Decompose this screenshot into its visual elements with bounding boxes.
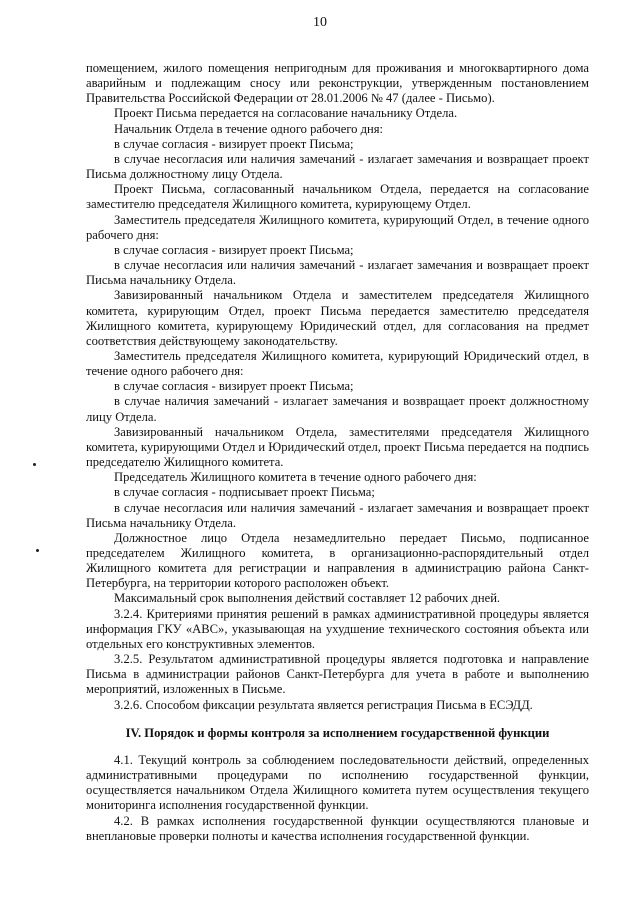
paragraph: 4.2. В рамках исполнения государственной функции осуществляются плановые и внеплановые проверки полноты и качества исполнения государственной функции. <box>86 813 589 843</box>
paragraph: в случае согласия - визирует проект Письма; <box>114 242 354 257</box>
paragraph: в случае согласия - визирует проект Письма; <box>114 379 354 394</box>
paragraph: 3.2.5. Результатом административной процедуры является подготовка и направление Письма в администрации районов Санкт-Петербурга для учета в работе и выполнению мероприятий, изложенных в Письме. <box>86 652 589 697</box>
paragraph: Завизированный начальником Отдела и заместителем председателя Жилищного комитета, курирующим Отдел, проект Письма передается заместителю председателя Жилищного комитета, курирующему Юридический отдел, для согласования на предмет соответствия действующему законодательству. <box>86 288 589 348</box>
paragraph: Максимальный срок выполнения действий составляет 12 рабочих дней. <box>114 591 501 606</box>
paragraph: в случае наличия замечаний - излагает замечания и возвращает проект должностному лицу Отдела. <box>86 394 589 424</box>
paragraph: Заместитель председателя Жилищного комитета, курирующий Отдел, в течение одного рабочего дня: <box>86 212 589 242</box>
paragraph: Проект Письма передается на согласование начальнику Отдела. <box>114 106 458 121</box>
paragraph: помещением, жилого помещения непригодным для проживания и многоквартирного дома аварийным и подлежащим сносу или реконструкции, утвержденным постановлением Правительства Российской Федерации от 28.01.2006 № 47 (далее - Письмо). <box>86 61 589 106</box>
paragraph: 3.2.4. Критериями принятия решений в рамках административной процедуры является информация ГКУ «АВС», указывающая на ухудшение технического состояния объекта или отдельных его конструктивных элементов. <box>86 606 589 651</box>
paragraph: Проект Письма, согласованный начальником Отдела, передается на согласование заместителю председателя Жилищного комитета, курирующему Отдел. <box>86 182 589 212</box>
margin-mark <box>36 549 39 552</box>
paragraph: в случае несогласия или наличия замечаний - излагает замечания и возвращает проект Письма начальнику Отдела. <box>86 258 589 288</box>
paragraph: в случае согласия - подписывает проект Письма; <box>114 485 375 500</box>
paragraph: Заместитель председателя Жилищного комитета, курирующий Юридический отдел, в течение одного рабочего дня: <box>86 348 589 379</box>
page-number: 10 <box>313 15 327 30</box>
paragraph: Начальник Отдела в течение одного рабочего дня: <box>114 121 384 136</box>
paragraph: Завизированный начальником Отдела, заместителями председателя Жилищного комитета, курирующими Отдел и Юридический отдел, проект Письма передается на подпись председателю Жилищного комитета. <box>86 424 589 470</box>
paragraph: Председатель Жилищного комитета в течение одного рабочего дня: <box>114 470 477 485</box>
paragraph: в случае согласия - визирует проект Письма; <box>114 136 354 151</box>
paragraph: Должностное лицо Отдела незамедлительно передает Письмо, подписанное председателем Жилищного комитета, в организационно-распорядительный отдел Жилищного комитета для регистрации и направления в администрацию района Санкт-Петербурга, на территории которого расположен объект. <box>86 530 589 591</box>
margin-mark <box>33 463 36 466</box>
section-heading: IV. Порядок и формы контроля за исполнением государственной функции <box>125 725 550 740</box>
paragraph: в случае несогласия или наличия замечаний - излагает замечания и возвращает проект Письма начальнику Отдела. <box>86 500 589 530</box>
paragraph: в случае несогласия или наличия замечаний - излагает замечания и возвращает проект Письма должностному лицу Отдела. <box>86 151 589 182</box>
paragraph: 3.2.6. Способом фиксации результата является регистрация Письма в ЕСЭДД. <box>114 697 533 712</box>
document-body <box>86 61 589 844</box>
paragraph: 4.1. Текущий контроль за соблюдением последовательности действий, определенных административными процедурами по исполнению государственной функции, осуществляется начальником Отдела Жилищного комитета путем осуществления текущего мониторинга исполнения государственной функции. <box>86 752 589 813</box>
